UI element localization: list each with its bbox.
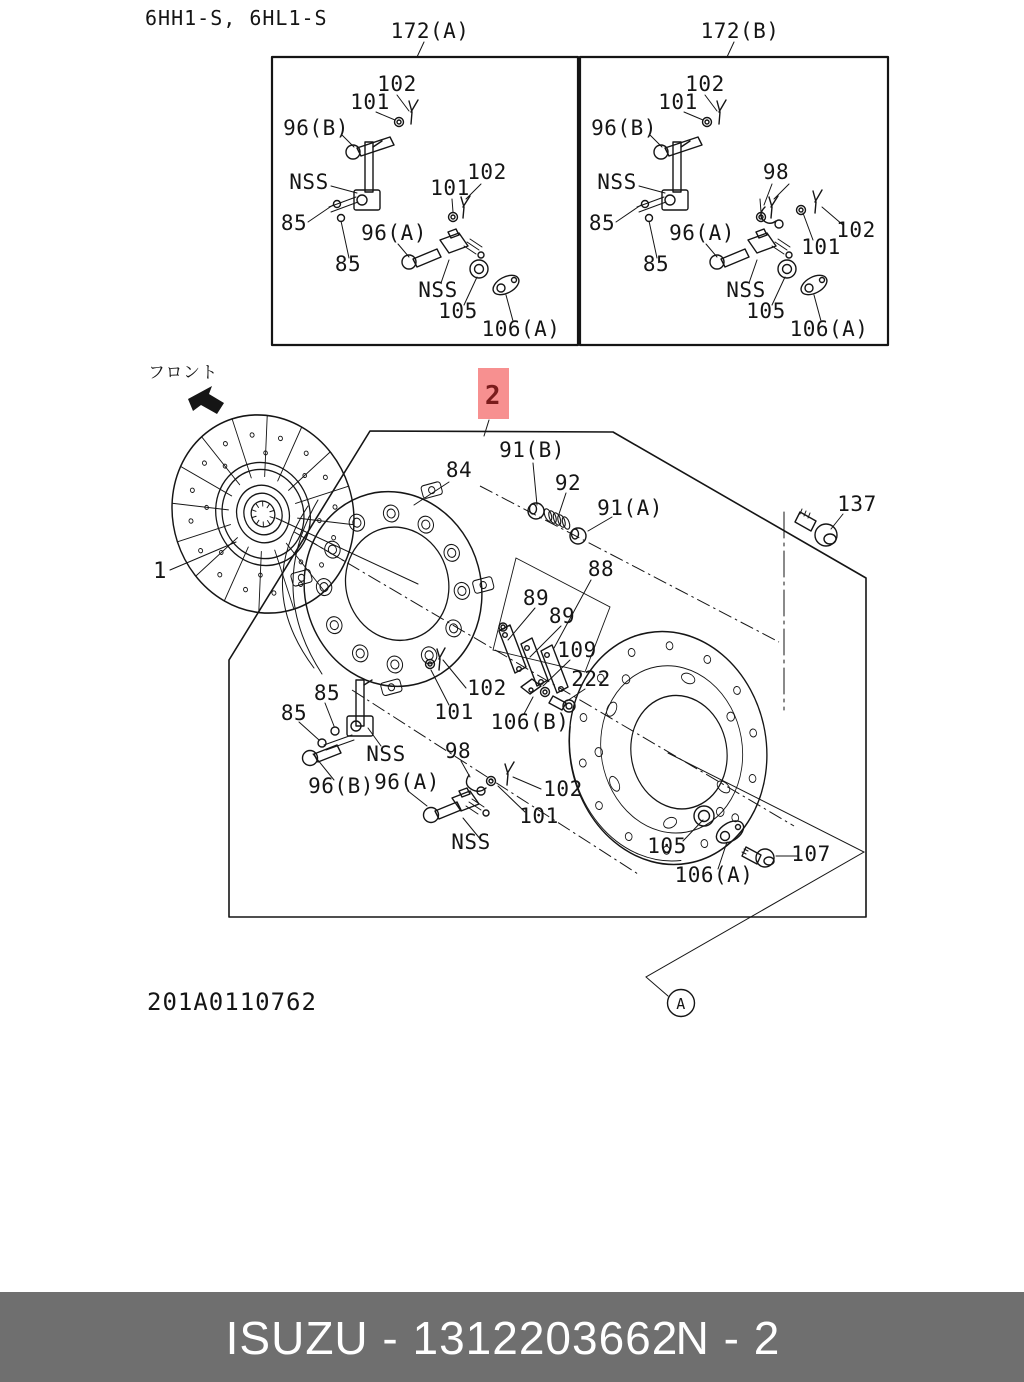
part-label-88: 88 [587, 557, 615, 581]
part-label-98: 98 [762, 160, 790, 184]
footer-page-number: N - 2 [675, 1312, 781, 1364]
assembly-boundary [229, 431, 866, 917]
part-label-101: 101 [658, 90, 698, 114]
part-label-102: 102 [377, 72, 417, 96]
part-label-2: 2 [484, 381, 502, 411]
part-label-96b: 96(B) [283, 116, 349, 140]
part-label-85: 85 [642, 252, 670, 276]
part-label-85: 85 [334, 252, 362, 276]
part-label-106b: 106(B) [490, 710, 570, 734]
part-label-96b: 96(B) [308, 774, 374, 798]
front-label: フロント [148, 363, 218, 383]
part-label-98: 98 [444, 739, 472, 763]
part-label-96a: 96(A) [374, 770, 440, 794]
part-label-85: 85 [280, 211, 308, 235]
part-label-106a: 106(A) [674, 863, 754, 887]
part-label-105: 105 [647, 834, 687, 858]
inset-b-title: 172(B) [700, 19, 780, 43]
pin-spring-set [528, 503, 586, 544]
drawing-number: 201A0110762 [147, 988, 317, 1016]
footer-part-number: ISUZU - 1312203662 [225, 1312, 679, 1364]
part-label-137: 137 [837, 492, 877, 516]
part-label-101: 101 [350, 90, 390, 114]
part-label-92: 92 [554, 471, 582, 495]
part-label-106a: 106(A) [481, 317, 561, 341]
part-label-85: 85 [588, 211, 616, 235]
pressure-plate [275, 469, 513, 711]
part-label-101: 101 [434, 700, 474, 724]
part-label-105: 105 [746, 299, 786, 323]
part-label-89: 89 [548, 604, 576, 628]
front-arrow-icon [188, 386, 224, 414]
part-label-nss: NSS [451, 830, 491, 854]
part-label-101: 101 [430, 176, 470, 200]
models-code: 6HH1-S, 6HL1-S [145, 6, 328, 30]
part-label-85: 85 [313, 681, 341, 705]
view-a-label: A [676, 995, 686, 1013]
part-label-102: 102 [543, 777, 583, 801]
part-label-102: 102 [836, 218, 876, 242]
main-leader-lines [299, 463, 843, 869]
part-label-96b: 96(B) [591, 116, 657, 140]
part-label-89: 89 [522, 586, 550, 610]
part-label-102: 102 [467, 676, 507, 700]
part-label-222: 222 [571, 667, 611, 691]
part-label-96a: 96(A) [361, 221, 427, 245]
part-label-nss: NSS [418, 278, 458, 302]
part-label-96a: 96(A) [669, 221, 735, 245]
part-label-91a: 91(A) [597, 496, 663, 520]
inset-a-title: 172(A) [390, 19, 470, 43]
part-label-102: 102 [685, 72, 725, 96]
part-label-1: 1 [153, 559, 167, 584]
part-label-102: 102 [467, 160, 507, 184]
part-label-101: 101 [801, 235, 841, 259]
part-label-nss: NSS [289, 170, 329, 194]
part-label-nss: NSS [726, 278, 766, 302]
part-label-85: 85 [280, 701, 308, 725]
part-label-84: 84 [445, 458, 473, 482]
inset-b-extra-parts [761, 184, 843, 240]
part-label-91b: 91(B) [499, 438, 565, 462]
part-label-101: 101 [519, 804, 559, 828]
part-label-109: 109 [557, 638, 597, 662]
part-label-106a: 106(A) [789, 317, 869, 341]
disc-leader-lines [170, 518, 418, 584]
part-label-105: 105 [438, 299, 478, 323]
part-label-nss: NSS [366, 742, 406, 766]
part-label-107: 107 [791, 842, 831, 866]
part-label-nss: NSS [597, 170, 637, 194]
clutch-disc [147, 391, 380, 637]
